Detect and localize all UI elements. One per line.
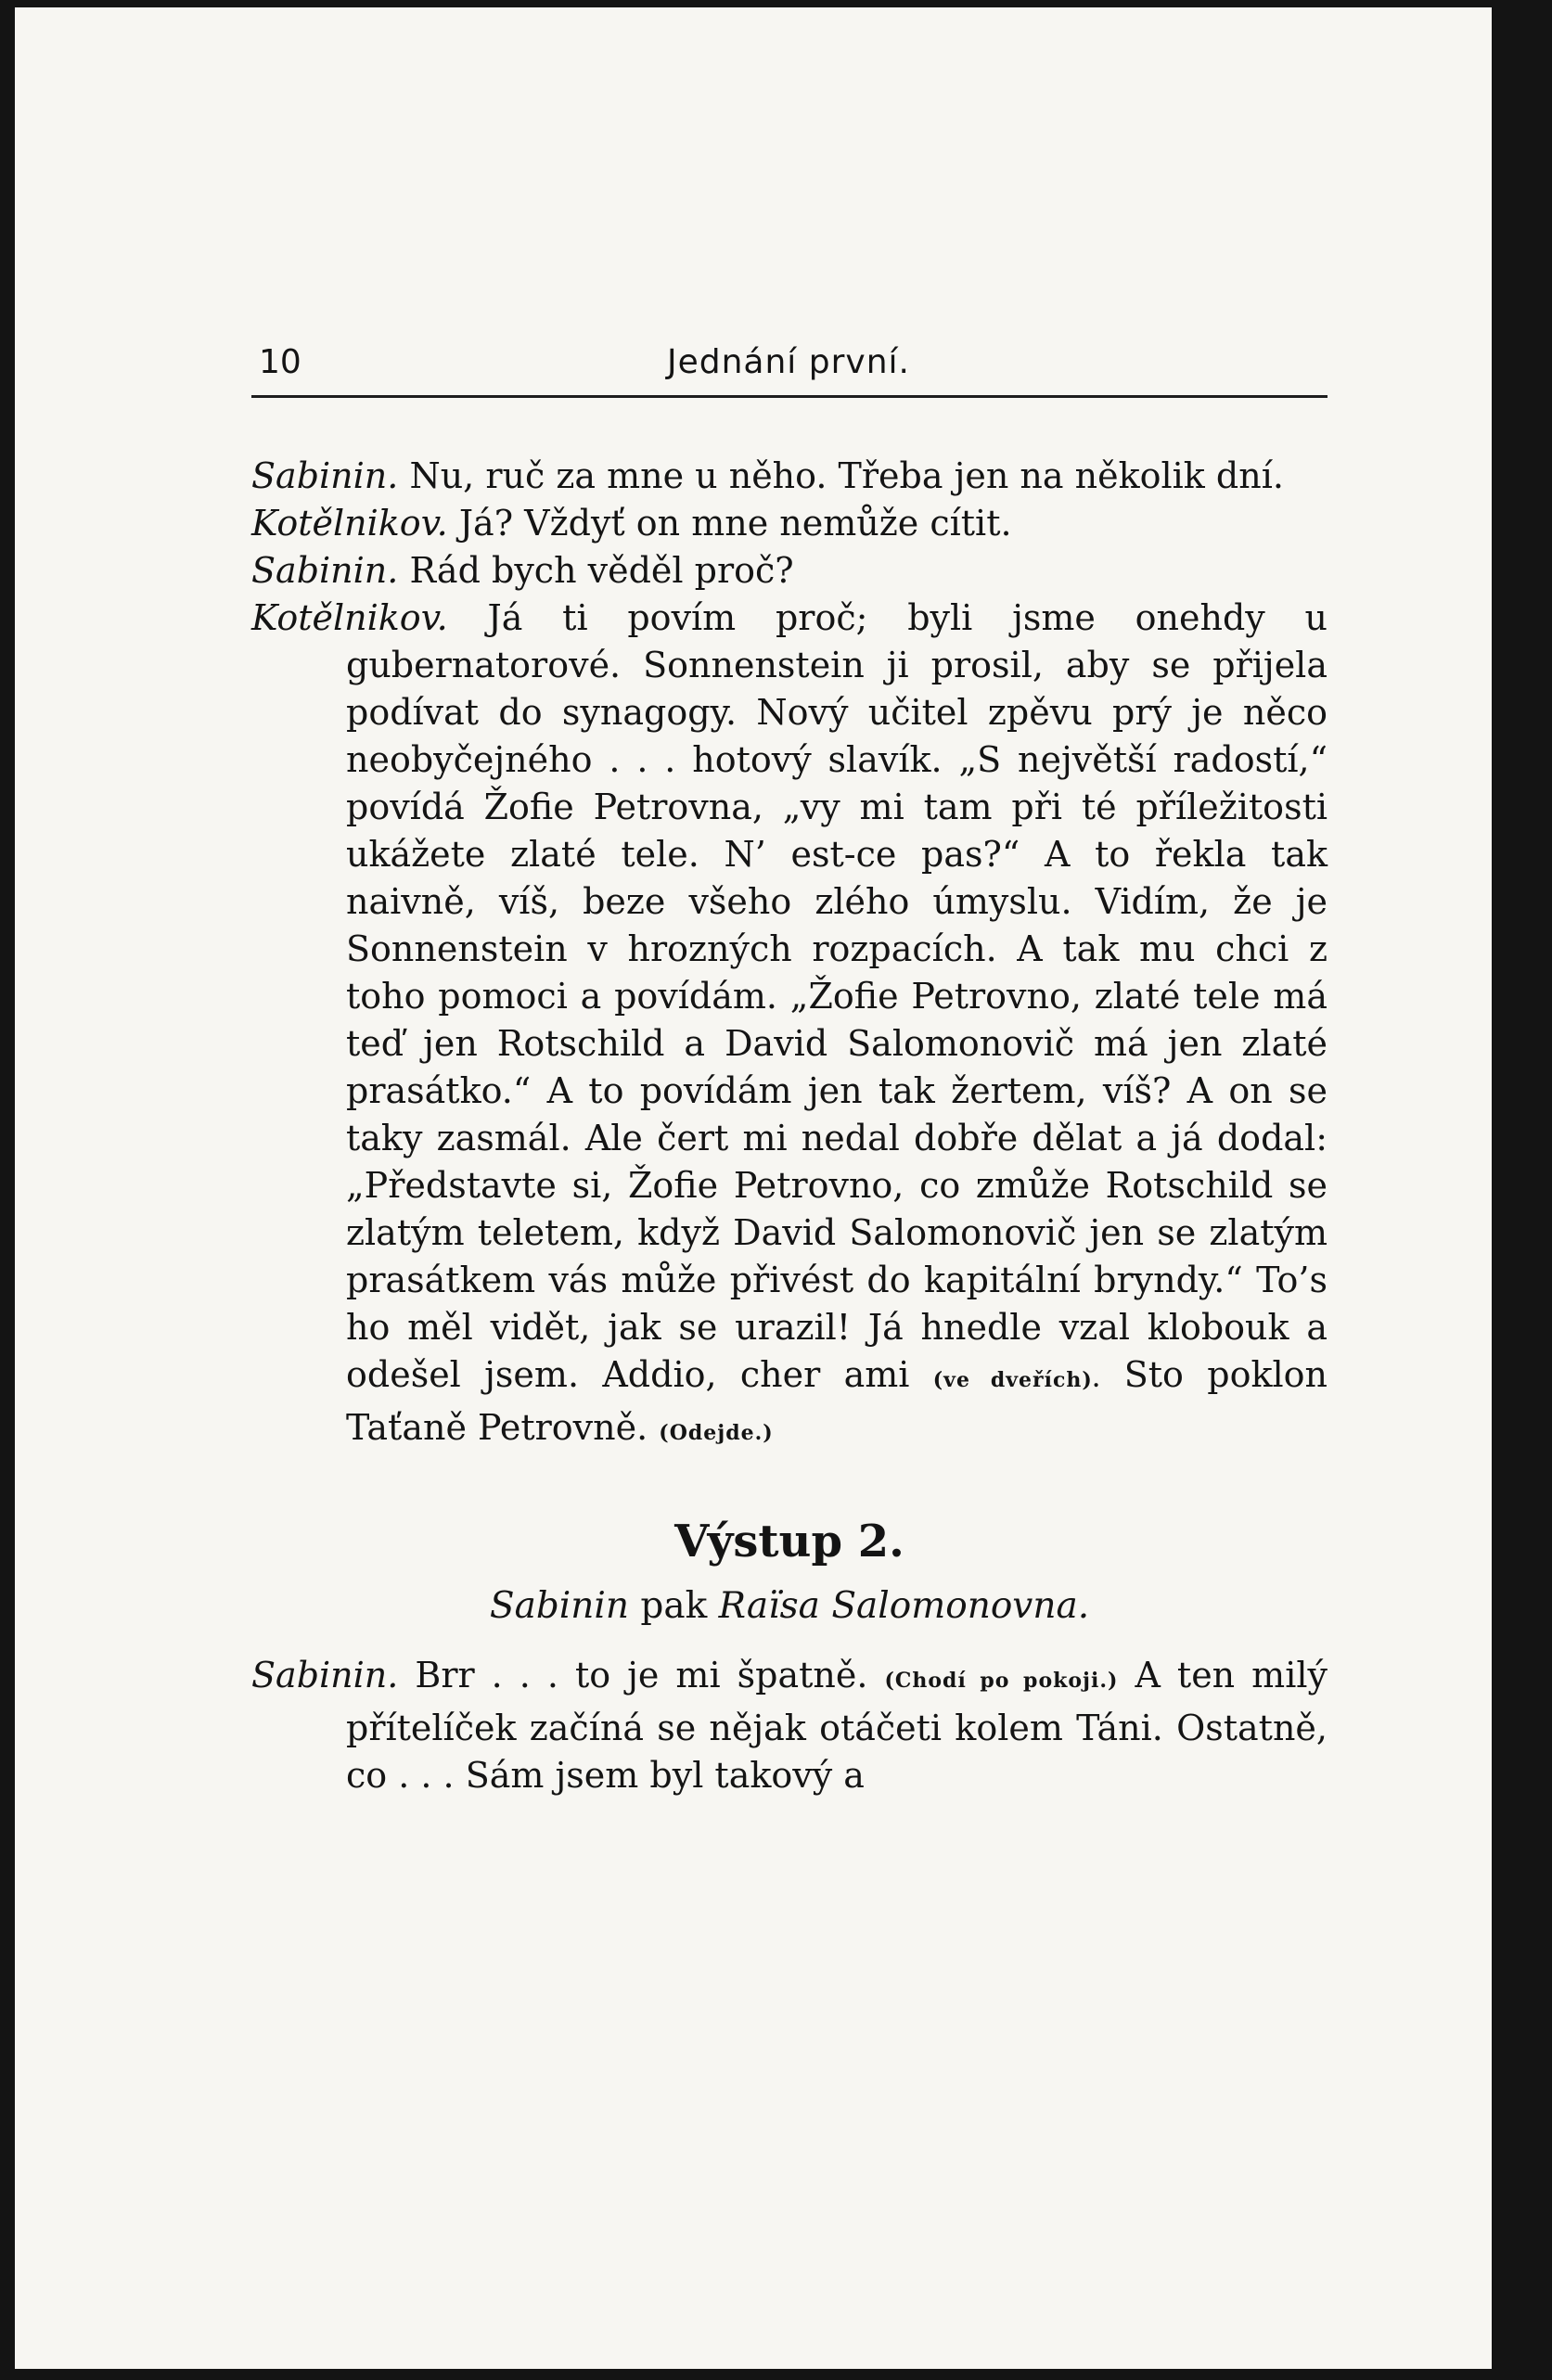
play-text xyxy=(251,453,1328,1799)
speech xyxy=(251,547,1328,595)
header-rule xyxy=(251,395,1328,398)
speech xyxy=(251,1652,1328,1799)
stage-direction: (ve dveřích). xyxy=(932,1368,1101,1392)
speaker-name: Sabinin. xyxy=(251,550,399,591)
speech xyxy=(251,453,1328,500)
speech-text: Já ti povím proč; byli jsme onehdy u gubernatorové. Sonnenstein ji prosil, aby se přijela podívat do synagogy. Nový učitel zpěvu prý je něco neobyčejného . . . hotový slavík. „S největší radostí,“ povídá Žofie Petrovna, „vy mi tam při té příležitosti ukážete zlaté tele. N’ est-ce pas?“ A to řekla tak naivně, víš, beze všeho zlého úmyslu. Vidím, že je Sonnenstein v hrozných rozpacích. A tak mu chci z toho pomoci a povídám. „Žofie Petrovno, zlaté tele má teď jen Rotschild a David Salomonovič má jen zlaté prasátko.“ A to povídám jen tak žertem, víš? A on se taky zasmál. Ale čert mi nedal dobře dělat a já dodal: „Představte si, Žofie Petrovno, co zmůže Rotschild se zlatým teletem, když David Salomonovič jen se zlatým prasátkem vás může přivést do kapitální bryndy.“ To’s ho měl vidět, jak se urazil! Já hnedle vzal klobouk a odešel jsem. Addio, cher ami xyxy=(346,597,1328,1395)
speech-text-continued: Sto poklon Taťaně Petrovně. xyxy=(346,1354,1328,1448)
cast-joiner: pak xyxy=(640,1585,708,1627)
speech xyxy=(251,500,1328,547)
speech-text: Brr . . . to je mi špatně. xyxy=(415,1655,868,1695)
page-header xyxy=(251,343,1328,390)
speech-text: Rád bych věděl proč? xyxy=(409,550,794,591)
speaker-name: Sabinin. xyxy=(251,455,399,496)
scene-heading: Výstup 2. xyxy=(674,1516,904,1567)
page-number: 10 xyxy=(259,343,301,381)
speaker-name: Sabinin. xyxy=(251,1655,399,1695)
cast-name: Sabinin xyxy=(489,1585,629,1627)
stage-direction: (Odejde.) xyxy=(659,1421,774,1445)
scene-cast xyxy=(251,1582,1328,1630)
speaker-name: Kotělnikov. xyxy=(251,503,448,544)
cast-name: Raïsa Salomonovna. xyxy=(718,1585,1090,1627)
book-page xyxy=(15,7,1492,2369)
speech xyxy=(251,595,1328,1457)
running-title: Jednání první. xyxy=(667,343,910,381)
stage-direction: (Chodí po pokoji.) xyxy=(884,1669,1119,1693)
speech-text: Nu, ruč za mne u něho. Třeba jen na několik dní. xyxy=(409,455,1284,496)
speech-text: Já? Vždyť on mne nemůže cítit. xyxy=(458,503,1012,544)
speech-text-continued: A ten milý přítelíček začíná se nějak otáčeti kolem Táni. Ostatně, co . . . Sám jsem byl takový a xyxy=(346,1655,1328,1796)
speaker-name: Kotělnikov. xyxy=(251,597,448,638)
